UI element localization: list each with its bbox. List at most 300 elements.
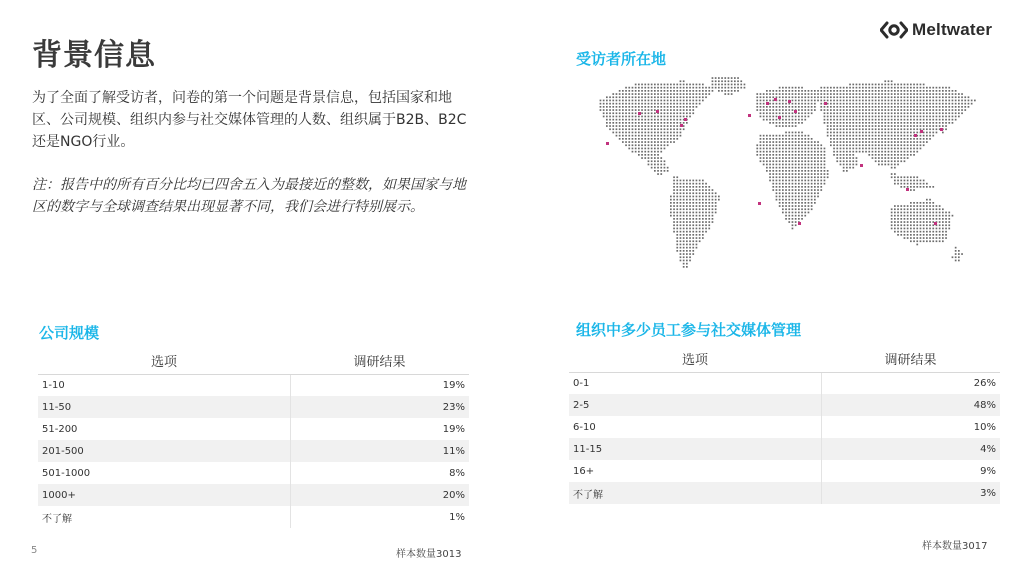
map-dot xyxy=(913,183,915,185)
map-dot xyxy=(632,119,634,121)
map-dot xyxy=(868,135,870,137)
map-dot xyxy=(811,109,813,111)
map-dot xyxy=(737,87,739,89)
map-dot xyxy=(913,122,915,124)
map-dot xyxy=(907,96,909,98)
map-dot xyxy=(840,141,842,143)
map-dot xyxy=(897,208,899,210)
map-dot xyxy=(913,103,915,105)
map-dot xyxy=(824,87,826,89)
map-dot xyxy=(920,186,922,188)
map-dot xyxy=(683,106,685,108)
map-dot xyxy=(856,160,858,162)
map-dot xyxy=(846,160,848,162)
map-dot xyxy=(878,84,880,86)
map-dot xyxy=(827,106,829,108)
map-dot xyxy=(667,170,669,172)
map-dot xyxy=(811,164,813,166)
map-dot xyxy=(929,215,931,217)
map-dot xyxy=(849,90,851,92)
map-dot xyxy=(673,218,675,220)
map-dot xyxy=(654,90,656,92)
map-dot xyxy=(843,164,845,166)
map-dot xyxy=(824,154,826,156)
map-dot xyxy=(897,135,899,137)
map-dot xyxy=(600,103,602,105)
map-dot xyxy=(696,96,698,98)
map-dot xyxy=(929,109,931,111)
map-dot xyxy=(894,208,896,210)
map-dot xyxy=(680,237,682,239)
map-dot xyxy=(808,148,810,150)
map-dot xyxy=(683,186,685,188)
map-dot xyxy=(708,189,710,191)
map-dot xyxy=(894,90,896,92)
map-dot xyxy=(897,122,899,124)
map-dot xyxy=(836,157,838,159)
map-dot xyxy=(833,100,835,102)
map-dot xyxy=(894,144,896,146)
map-dot xyxy=(648,125,650,127)
map-dot xyxy=(836,103,838,105)
map-dot xyxy=(628,122,630,124)
map-dot xyxy=(843,151,845,153)
map-dot xyxy=(900,109,902,111)
map-dot xyxy=(932,103,934,105)
map-dot xyxy=(814,103,816,105)
org-staff-sample: 样本数量3017 xyxy=(922,541,988,552)
map-dot xyxy=(628,100,630,102)
map-dot xyxy=(792,199,794,201)
map-dot xyxy=(881,116,883,118)
map-dot xyxy=(804,173,806,175)
map-dot xyxy=(699,237,701,239)
map-dot xyxy=(654,116,656,118)
map-dot xyxy=(699,189,701,191)
map-dot xyxy=(622,132,624,134)
map-dot xyxy=(932,106,934,108)
map-dot xyxy=(769,157,771,159)
map-dot xyxy=(680,103,682,105)
map-dot xyxy=(619,132,621,134)
map-dot xyxy=(651,100,653,102)
result-cell: 19% xyxy=(442,379,465,391)
map-dot xyxy=(904,234,906,236)
map-dot xyxy=(686,183,688,185)
map-dot xyxy=(769,103,771,105)
map-dot xyxy=(705,231,707,233)
map-dot xyxy=(926,218,928,220)
map-dot xyxy=(673,100,675,102)
map-dot xyxy=(936,231,938,233)
map-dot xyxy=(664,128,666,130)
map-dot xyxy=(843,167,845,169)
map-dot xyxy=(888,157,890,159)
map-dot xyxy=(760,93,762,95)
map-dot xyxy=(670,199,672,201)
map-dot xyxy=(788,141,790,143)
map-dot xyxy=(888,93,890,95)
map-dot xyxy=(865,116,867,118)
map-dot xyxy=(776,199,778,201)
map-dot xyxy=(702,192,704,194)
map-dot xyxy=(676,106,678,108)
map-dot xyxy=(939,240,941,242)
map-dot xyxy=(731,93,733,95)
map-dot xyxy=(696,180,698,182)
map-dot xyxy=(833,112,835,114)
map-dot xyxy=(702,205,704,207)
map-dot xyxy=(795,93,797,95)
map-dot xyxy=(894,122,896,124)
map-dot xyxy=(785,189,787,191)
map-dot xyxy=(811,170,813,172)
map-dot xyxy=(856,157,858,159)
map-dot xyxy=(878,109,880,111)
map-dot xyxy=(926,205,928,207)
map-dot xyxy=(689,183,691,185)
respondent-location-marker xyxy=(680,124,683,127)
map-dot xyxy=(923,125,925,127)
map-dot xyxy=(955,253,957,255)
map-dot xyxy=(689,202,691,204)
map-dot xyxy=(804,157,806,159)
map-dot xyxy=(638,116,640,118)
map-dot xyxy=(836,112,838,114)
map-dot xyxy=(897,224,899,226)
map-dot xyxy=(926,208,928,210)
map-dot xyxy=(673,224,675,226)
map-dot xyxy=(609,96,611,98)
map-dot xyxy=(798,218,800,220)
map-dot xyxy=(638,119,640,121)
map-dot xyxy=(756,148,758,150)
map-dot xyxy=(923,96,925,98)
map-dot xyxy=(792,215,794,217)
map-dot xyxy=(939,116,941,118)
map-dot xyxy=(952,112,954,114)
map-dot xyxy=(760,144,762,146)
map-dot xyxy=(920,116,922,118)
map-dot xyxy=(817,100,819,102)
map-dot xyxy=(849,112,851,114)
map-dot xyxy=(804,138,806,140)
map-dot xyxy=(648,84,650,86)
map-dot xyxy=(779,135,781,137)
map-dot xyxy=(657,119,659,121)
map-dot xyxy=(766,138,768,140)
map-dot xyxy=(920,90,922,92)
map-dot xyxy=(680,180,682,182)
map-dot xyxy=(923,138,925,140)
map-dot xyxy=(824,112,826,114)
map-dot xyxy=(782,109,784,111)
map-dot xyxy=(712,212,714,214)
map-dot xyxy=(683,180,685,182)
map-dot xyxy=(936,100,938,102)
map-dot xyxy=(792,205,794,207)
map-dot xyxy=(603,116,605,118)
map-dot xyxy=(801,192,803,194)
map-dot xyxy=(788,208,790,210)
map-dot xyxy=(625,96,627,98)
map-dot xyxy=(904,116,906,118)
map-dot xyxy=(788,106,790,108)
map-dot xyxy=(779,176,781,178)
map-dot xyxy=(840,125,842,127)
map-dot xyxy=(763,135,765,137)
map-dot xyxy=(900,215,902,217)
map-dot xyxy=(865,109,867,111)
map-dot xyxy=(897,218,899,220)
map-dot xyxy=(792,189,794,191)
map-dot xyxy=(676,244,678,246)
map-dot xyxy=(795,103,797,105)
map-dot xyxy=(824,164,826,166)
map-dot xyxy=(916,100,918,102)
map-dot xyxy=(779,103,781,105)
map-dot xyxy=(942,231,944,233)
map-dot xyxy=(606,100,608,102)
map-dot xyxy=(945,218,947,220)
map-dot xyxy=(862,151,864,153)
map-dot xyxy=(884,138,886,140)
map-dot xyxy=(958,100,960,102)
map-dot xyxy=(868,119,870,121)
map-dot xyxy=(913,186,915,188)
map-dot xyxy=(616,122,618,124)
result-cell: 1% xyxy=(449,511,465,523)
map-dot xyxy=(836,148,838,150)
map-dot xyxy=(865,93,867,95)
map-dot xyxy=(622,109,624,111)
map-dot xyxy=(833,151,835,153)
map-dot xyxy=(875,90,877,92)
option-cell: 0-1 xyxy=(569,372,821,394)
map-dot xyxy=(683,93,685,95)
map-dot xyxy=(680,96,682,98)
respondent-location-marker xyxy=(748,114,751,117)
map-dot xyxy=(926,215,928,217)
map-dot xyxy=(798,148,800,150)
map-dot xyxy=(651,122,653,124)
map-dot xyxy=(884,132,886,134)
map-dot xyxy=(856,84,858,86)
map-dot xyxy=(910,224,912,226)
map-dot xyxy=(660,160,662,162)
map-dot xyxy=(680,205,682,207)
map-dot xyxy=(689,112,691,114)
map-dot xyxy=(798,215,800,217)
map-dot xyxy=(788,154,790,156)
respondent-location-marker xyxy=(774,98,777,101)
map-dot xyxy=(788,218,790,220)
map-dot xyxy=(686,103,688,105)
map-dot xyxy=(900,157,902,159)
map-dot xyxy=(948,212,950,214)
map-dot xyxy=(763,96,765,98)
map-dot xyxy=(801,218,803,220)
map-dot xyxy=(667,138,669,140)
map-dot xyxy=(699,234,701,236)
map-dot xyxy=(840,122,842,124)
map-dot xyxy=(801,93,803,95)
map-dot xyxy=(900,205,902,207)
table-row xyxy=(569,438,1000,460)
map-dot xyxy=(862,84,864,86)
map-dot xyxy=(705,228,707,230)
map-dot xyxy=(625,93,627,95)
map-dot xyxy=(900,180,902,182)
map-dot xyxy=(712,87,714,89)
map-dot xyxy=(660,167,662,169)
map-dot xyxy=(913,138,915,140)
map-dot xyxy=(801,106,803,108)
option-cell: 6-10 xyxy=(569,416,821,438)
column-header-result: 调研结果 xyxy=(290,348,469,374)
map-dot xyxy=(891,224,893,226)
map-dot xyxy=(638,84,640,86)
map-dot xyxy=(897,205,899,207)
map-dot xyxy=(657,151,659,153)
map-dot xyxy=(683,100,685,102)
map-dot xyxy=(824,106,826,108)
map-dot xyxy=(689,215,691,217)
map-dot xyxy=(792,90,794,92)
map-dot xyxy=(788,202,790,204)
map-dot xyxy=(808,112,810,114)
option-cell: 2-5 xyxy=(569,394,821,416)
map-dot xyxy=(664,170,666,172)
map-dot xyxy=(910,221,912,223)
map-dot xyxy=(926,224,928,226)
map-dot xyxy=(644,119,646,121)
map-dot xyxy=(852,100,854,102)
map-dot xyxy=(891,173,893,175)
map-dot xyxy=(811,141,813,143)
map-dot xyxy=(696,244,698,246)
map-dot xyxy=(772,164,774,166)
map-dot xyxy=(680,112,682,114)
map-dot xyxy=(840,148,842,150)
map-dot xyxy=(792,112,794,114)
map-dot xyxy=(926,106,928,108)
map-dot xyxy=(664,87,666,89)
map-dot xyxy=(744,84,746,86)
map-dot xyxy=(769,109,771,111)
map-dot xyxy=(644,122,646,124)
map-dot xyxy=(881,144,883,146)
map-dot xyxy=(648,164,650,166)
respondent-location-marker xyxy=(606,142,609,145)
map-dot xyxy=(907,151,909,153)
map-dot xyxy=(651,164,653,166)
map-dot xyxy=(769,90,771,92)
map-dot xyxy=(862,144,864,146)
map-dot xyxy=(692,180,694,182)
map-dot xyxy=(891,106,893,108)
map-dot xyxy=(657,93,659,95)
map-dot xyxy=(680,119,682,121)
map-dot xyxy=(865,151,867,153)
map-dot xyxy=(689,106,691,108)
map-dot xyxy=(651,144,653,146)
map-dot xyxy=(632,103,634,105)
map-dot xyxy=(635,125,637,127)
map-dot xyxy=(680,106,682,108)
map-dot xyxy=(939,125,941,127)
map-dot xyxy=(923,90,925,92)
map-dot xyxy=(923,109,925,111)
map-dot xyxy=(756,154,758,156)
map-dot xyxy=(820,164,822,166)
map-dot xyxy=(929,93,931,95)
map-dot xyxy=(923,212,925,214)
map-dot xyxy=(875,103,877,105)
map-dot xyxy=(856,164,858,166)
map-dot xyxy=(862,87,864,89)
map-dot xyxy=(696,106,698,108)
map-dot xyxy=(795,221,797,223)
map-dot xyxy=(916,132,918,134)
option-cell: 不了解 xyxy=(569,482,821,504)
map-dot xyxy=(686,237,688,239)
map-dot xyxy=(904,106,906,108)
map-dot xyxy=(942,224,944,226)
map-dot xyxy=(801,215,803,217)
map-dot xyxy=(644,151,646,153)
map-dot xyxy=(942,122,944,124)
map-dot xyxy=(900,135,902,137)
map-dot xyxy=(641,103,643,105)
map-dot xyxy=(696,218,698,220)
map-dot xyxy=(801,87,803,89)
map-dot xyxy=(779,151,781,153)
map-dot xyxy=(769,160,771,162)
map-dot xyxy=(715,208,717,210)
map-dot xyxy=(840,87,842,89)
map-dot xyxy=(862,109,864,111)
map-dot xyxy=(955,256,957,258)
map-dot xyxy=(913,90,915,92)
map-dot xyxy=(632,100,634,102)
map-dot xyxy=(792,173,794,175)
map-dot xyxy=(657,144,659,146)
map-dot xyxy=(804,205,806,207)
map-dot xyxy=(628,116,630,118)
map-dot xyxy=(676,218,678,220)
map-dot xyxy=(606,106,608,108)
map-dot xyxy=(708,90,710,92)
map-dot xyxy=(865,128,867,130)
map-dot xyxy=(616,112,618,114)
map-dot xyxy=(788,215,790,217)
map-dot xyxy=(625,122,627,124)
map-dot xyxy=(664,112,666,114)
map-dot xyxy=(913,128,915,130)
map-dot xyxy=(804,135,806,137)
map-dot xyxy=(913,125,915,127)
map-dot xyxy=(811,100,813,102)
map-dot xyxy=(795,154,797,156)
result-cell: 23% xyxy=(290,396,469,418)
map-dot xyxy=(788,199,790,201)
map-dot xyxy=(961,106,963,108)
map-dot xyxy=(686,256,688,258)
map-dot xyxy=(945,109,947,111)
map-dot xyxy=(884,116,886,118)
map-dot xyxy=(801,157,803,159)
